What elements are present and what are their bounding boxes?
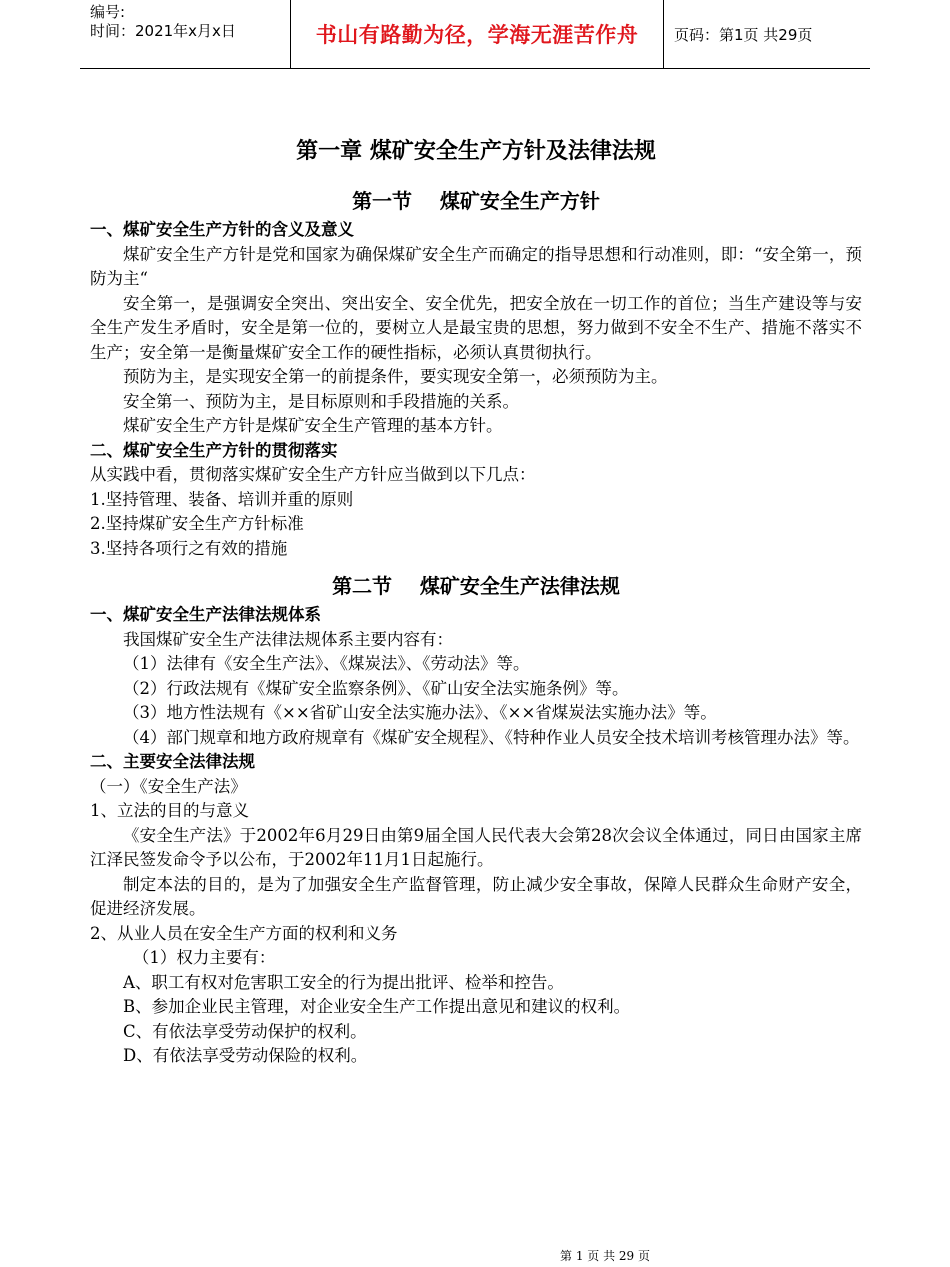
subsection-heading: 一、煤矿安全生产方针的含义及意义 [90,220,354,239]
document-body [90,132,862,1069]
list-item: A、职工有权对危害职工安全的行为提出批评、检举和控告。 [123,972,564,992]
header-page-number: 页码：第1页 共29页 [674,25,813,44]
paragraph: 《安全生产法》于2002年6月29日由第9届全国人民代表大会第28次会议全体通过，同日由国家主席江泽民签发命令予以公布，于2002年11月1日起施行。 [90,825,862,869]
chapter-title: 第一章 煤矿安全生产方针及法律法规 [296,139,656,164]
subsection-heading: 二、煤矿安全生产方针的贯彻落实 [90,440,338,460]
list-item: D、有依法享受劳动保险的权利。 [123,1046,368,1065]
document-number-label: 编号: [90,3,126,21]
list-item: （2）行政法规有《煤矿安全监察条例》、《矿山安全法实施条例》等。 [123,678,629,698]
paragraph: 我国煤矿安全生产法律法规体系主要内容有： [123,629,453,649]
list-item: C、有依法享受劳动保护的权利。 [123,1021,367,1041]
list-item: 3.坚持各项行之有效的措施 [90,538,288,558]
header-meta [80,0,291,68]
paragraph: 煤矿安全生产方针是煤矿安全生产管理的基本方针。 [123,416,503,435]
list-item: （4）部门规章和地方政府规章有《煤矿安全规程》、《特种作业人员安全技术培训考核管理办法》等。 [123,727,860,747]
list-item: （1）法律有《安全生产法》、《煤炭法》、《劳动法》等。 [123,654,530,673]
paragraph: 预防为主，是实现安全第一的前提条件，要实现安全第一，必须预防为主。 [123,367,668,386]
list-item: 1.坚持管理、装备、培训并重的原则 [90,489,354,509]
list-item: 2.坚持煤矿安全生产方针标准 [90,514,304,533]
paragraph: 煤矿安全生产方针是党和国家为确保煤矿安全生产而确定的指导思想和行动准则，即：“安全第一，预防为主“ [90,244,862,288]
sub-heading: 1、立法的目的与意义 [90,801,249,820]
page-header [80,0,870,69]
section-title: 第一节 煤矿安全生产方针 [352,189,600,213]
subsection-heading: 二、主要安全法律法规 [90,752,255,771]
paragraph: 安全第一，是强调安全突出、突出安全、安全优先，把安全放在一切工作的首位；当生产建设等与安全生产发生矛盾时，安全是第一位的，要树立人是最宝贵的思想，努力做到不安全不生产、措施不落实不生产；安全第一是衡量煤矿安全工作的硬性指标，必须认真贯彻执行。 [90,293,862,362]
sub-heading: 2、从业人员在安全生产方面的权利和义务 [90,923,398,943]
paragraph: 从实践中看，贯彻落实煤矿安全生产方针应当做到以下几点： [90,465,536,484]
sub-heading: （一）《安全生产法》 [90,776,247,796]
document-date-label: 时间：2021年x月x日 [90,22,236,40]
paragraph: 安全第一、预防为主，是目标原则和手段措施的关系。 [123,391,519,411]
header-motto: 书山有路勤为径，学海无涯苦作舟 [291,0,664,68]
list-item: B、参加企业民主管理，对企业安全生产工作提出意见和建议的权利。 [123,997,631,1016]
section-title: 第二节 煤矿安全生产法律法规 [332,574,620,598]
list-item: （3）地方性法规有《××省矿山安全法实施办法》、《××省煤炭法实施办法》等。 [123,703,717,722]
page-footer: 第 1 页 共 29 页 [560,1249,650,1263]
paragraph: 制定本法的目的，是为了加强安全生产监督管理，防止减少安全事故，保障人民群众生命财产安全，促进经济发展。 [90,874,862,918]
list-item: （1）权力主要有： [132,948,276,967]
subsection-heading: 一、煤矿安全生产法律法规体系 [90,605,321,624]
